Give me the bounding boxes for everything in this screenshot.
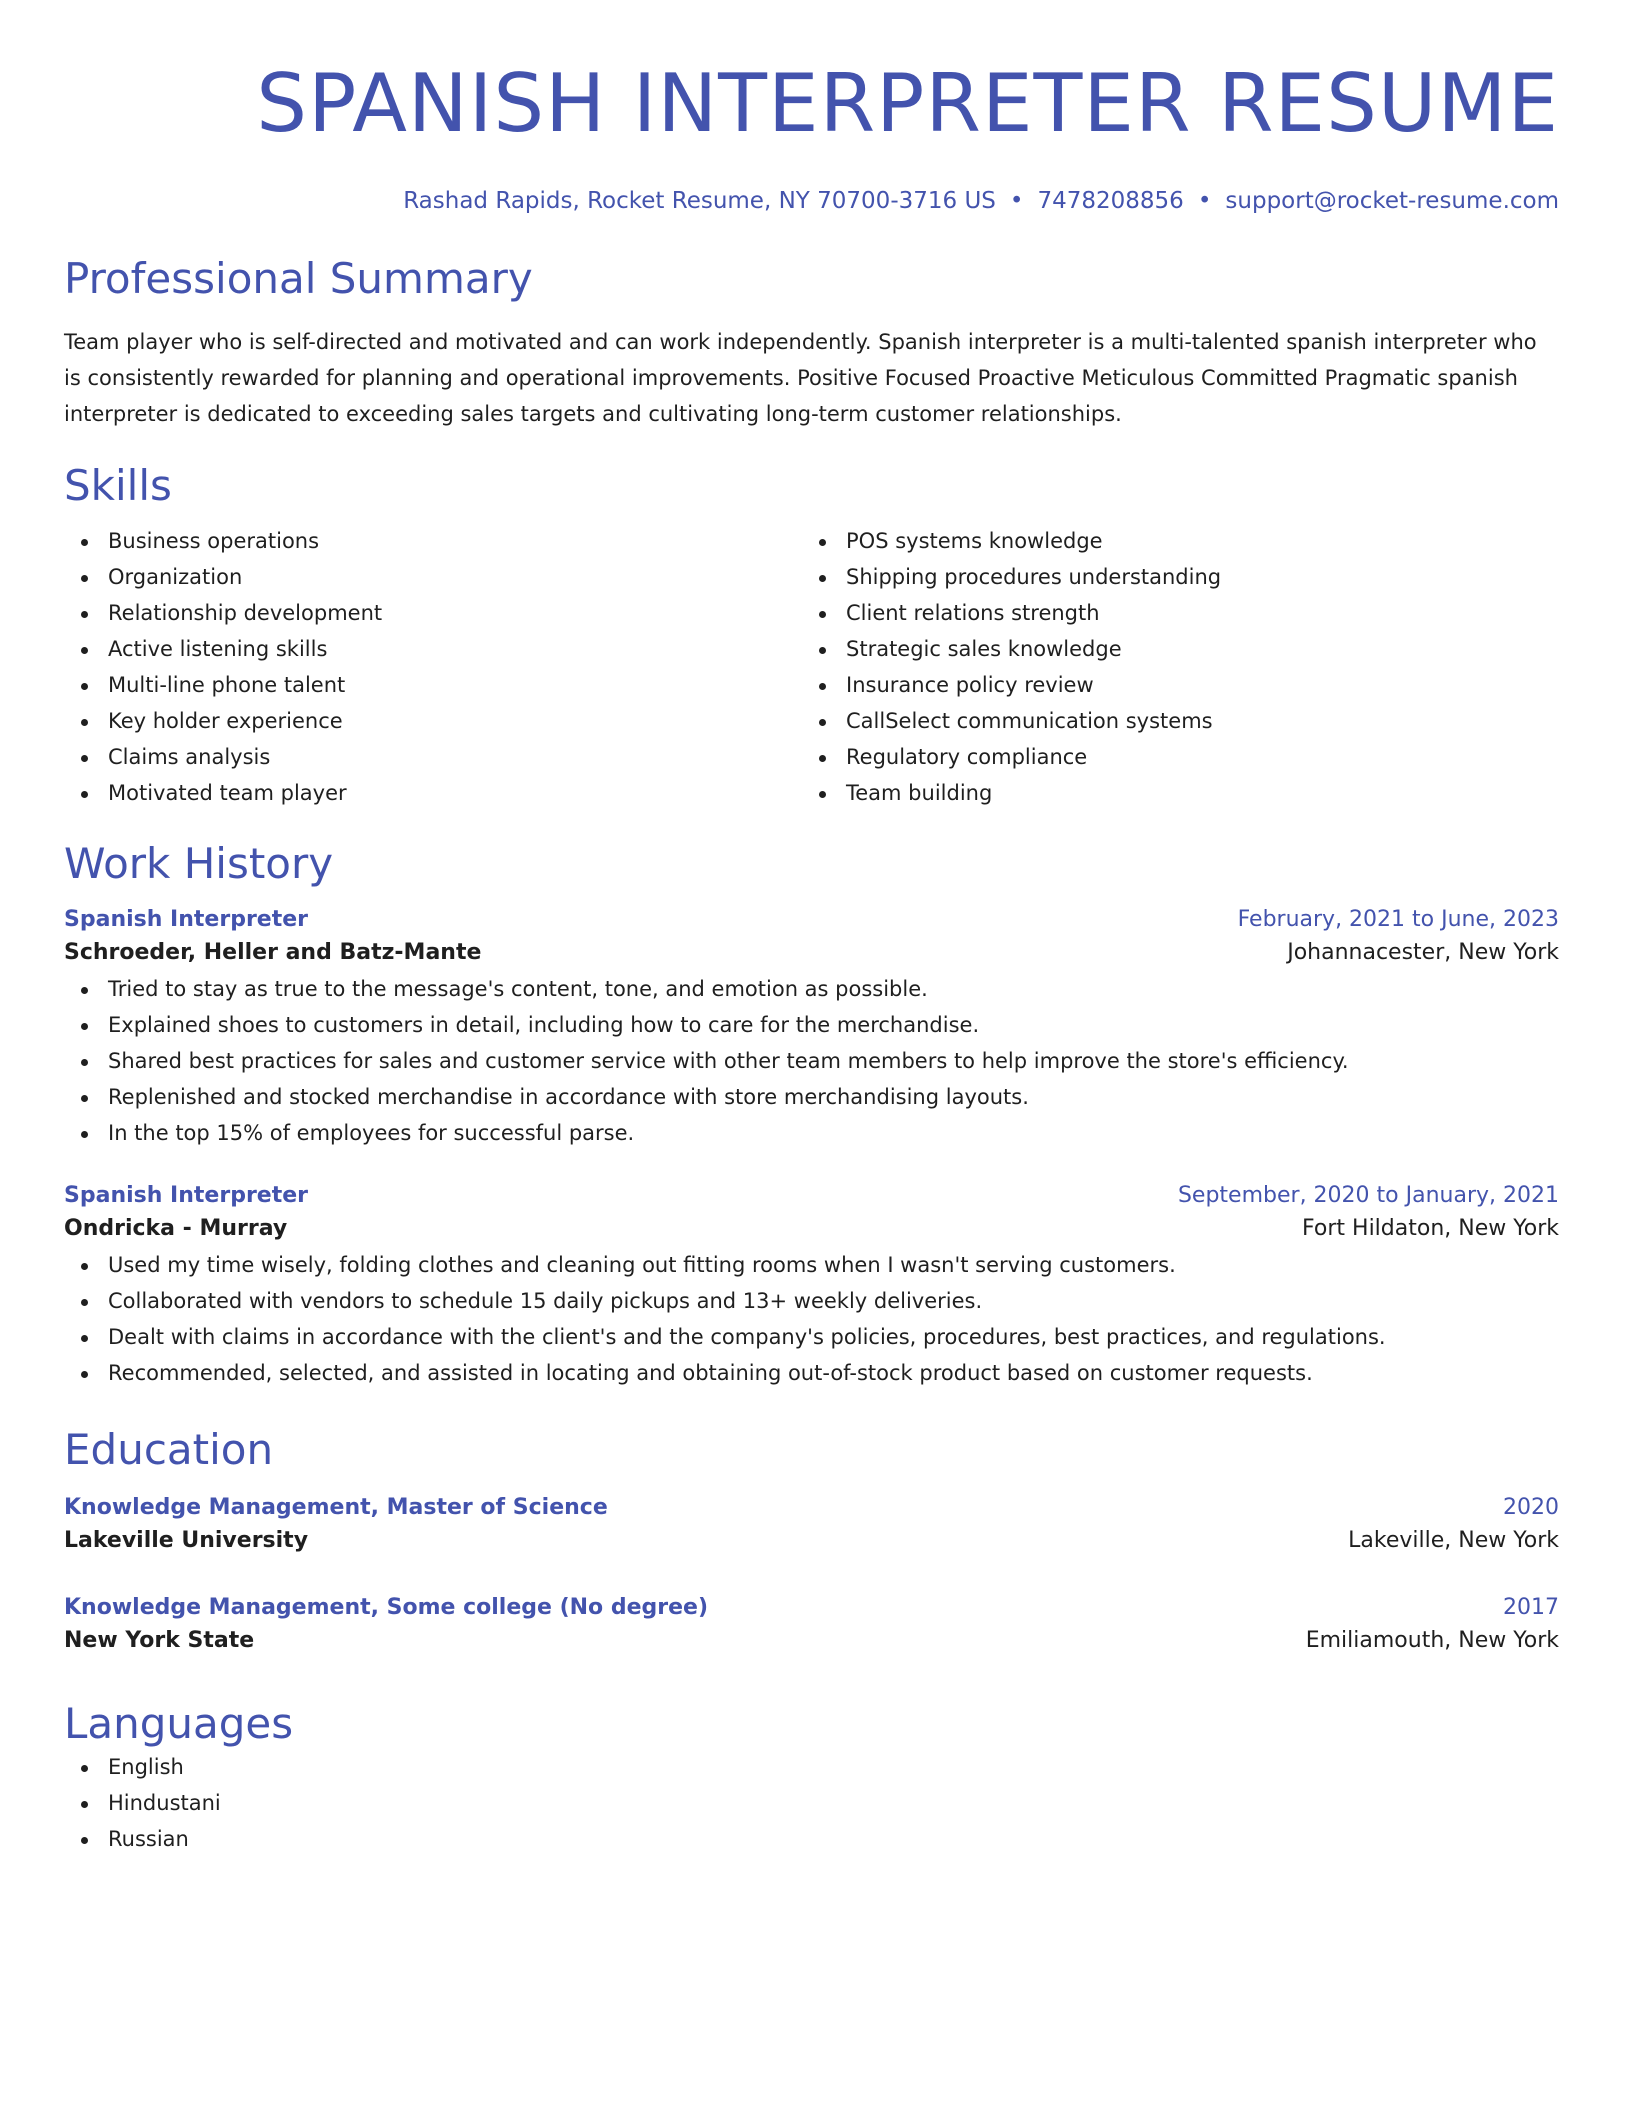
skill-item: Client relations strength	[802, 595, 1540, 631]
resume-page	[64, 0, 1559, 1857]
contact-separator: •	[1197, 188, 1212, 214]
contact-email: support@rocket-resume.com	[1225, 188, 1559, 214]
education-heading: Education	[64, 1425, 274, 1474]
job-location: Fort Hildaton, New York	[1302, 1216, 1559, 1241]
education-header-row	[64, 1493, 1559, 1523]
skills-heading: Skills	[64, 461, 172, 510]
skill-item: Key holder experience	[64, 703, 802, 739]
contact-address: Rashad Rapids, Rocket Resume, NY 70700-3716 US	[403, 188, 996, 214]
job-bullet: Explained shoes to customers in detail, including how to care for the merchandise.	[64, 1007, 1559, 1043]
education-school: New York State	[64, 1628, 255, 1653]
job-bullet: Used my time wisely, folding clothes and cleaning out fitting rooms when I wasn't serving customers.	[64, 1247, 1559, 1283]
job-title: Spanish Interpreter	[64, 907, 308, 932]
skill-item: Motivated team player	[64, 775, 802, 811]
job-bullet: Tried to stay as true to the message's content, tone, and emotion as possible.	[64, 971, 1559, 1007]
education-entry	[64, 1593, 1559, 1659]
contact-line	[64, 186, 1559, 216]
education-school-row	[64, 1523, 1559, 1559]
education-degree: Knowledge Management, Some college (No degree)	[64, 1595, 708, 1620]
job-bullet: Collaborated with vendors to schedule 15 daily pickups and 13+ weekly deliveries.	[64, 1283, 1559, 1319]
skill-item: Active listening skills	[64, 631, 802, 667]
education-header-row	[64, 1593, 1559, 1623]
job-header-row	[64, 1181, 1559, 1211]
languages-heading: Languages	[64, 1699, 294, 1748]
education-year: 2017	[1503, 1595, 1559, 1620]
skill-item: Team building	[802, 775, 1540, 811]
resume-title: SPANISH INTERPRETER RESUME	[256, 57, 1559, 150]
skills-column-right	[802, 523, 1540, 811]
skills-list-right	[802, 523, 1540, 811]
job-bullet: Recommended, selected, and assisted in locating and obtaining out-of-stock product based on customer requests.	[64, 1355, 1559, 1391]
education-school: Lakeville University	[64, 1528, 309, 1553]
education-location: Emiliamouth, New York	[1305, 1628, 1559, 1653]
job-dates: September, 2020 to January, 2021	[1177, 1183, 1559, 1208]
education-entry	[64, 1493, 1559, 1559]
job-bullet: Replenished and stocked merchandise in accordance with store merchandising layouts.	[64, 1079, 1559, 1115]
language-item: English	[64, 1749, 1559, 1785]
job-company: Schroeder, Heller and Batz-Mante	[64, 940, 482, 965]
job-bullets	[64, 971, 1559, 1151]
skill-item: CallSelect communication systems	[802, 703, 1540, 739]
job-location: Johannacester, New York	[1287, 940, 1559, 965]
skills-grid	[64, 523, 1559, 811]
job-entry	[64, 1181, 1559, 1391]
job-header-row	[64, 905, 1559, 935]
job-dates: February, 2021 to June, 2023	[1237, 907, 1559, 932]
skill-item: Business operations	[64, 523, 802, 559]
skill-item: Multi-line phone talent	[64, 667, 802, 703]
summary-text: Team player who is self-directed and motivated and can work independently. Spanish interpreter is a multi-talented spanish interpreter who is consistently rewarded for planning and operational improvements. Positive Focused Proactive Meticulous Committed Pragmatic spanish interpreter is dedicated to exceeding sales targets and cultivating long-term customer relationships.	[64, 330, 1537, 426]
education-degree: Knowledge Management, Master of Science	[64, 1495, 608, 1520]
skill-item: Insurance policy review	[802, 667, 1540, 703]
languages-list	[64, 1749, 1559, 1857]
language-item: Hindustani	[64, 1785, 1559, 1821]
summary-heading: Professional Summary	[64, 254, 533, 303]
skill-item: Relationship development	[64, 595, 802, 631]
skill-item: POS systems knowledge	[802, 523, 1540, 559]
skill-item: Regulatory compliance	[802, 739, 1540, 775]
job-bullet: Dealt with claims in accordance with the client's and the company's policies, procedures, best practices, and regulations.	[64, 1319, 1559, 1355]
education-year: 2020	[1503, 1495, 1559, 1520]
skill-item: Shipping procedures understanding	[802, 559, 1540, 595]
skills-column-left	[64, 523, 802, 811]
language-item: Russian	[64, 1821, 1559, 1857]
skill-item: Strategic sales knowledge	[802, 631, 1540, 667]
work-history-heading: Work History	[64, 839, 334, 888]
contact-separator: •	[1009, 188, 1024, 214]
job-entry	[64, 905, 1559, 1151]
contact-phone: 7478208856	[1037, 188, 1184, 214]
skills-list-left	[64, 523, 802, 811]
job-company: Ondricka - Murray	[64, 1216, 288, 1241]
education-location: Lakeville, New York	[1348, 1528, 1559, 1553]
job-bullets	[64, 1247, 1559, 1391]
skill-item: Claims analysis	[64, 739, 802, 775]
job-bullet: In the top 15% of employees for successful parse.	[64, 1115, 1559, 1151]
job-title: Spanish Interpreter	[64, 1183, 308, 1208]
job-company-row	[64, 935, 1559, 971]
job-company-row	[64, 1211, 1559, 1247]
skill-item: Organization	[64, 559, 802, 595]
job-bullet: Shared best practices for sales and customer service with other team members to help improve the store's efficiency.	[64, 1043, 1559, 1079]
education-school-row	[64, 1623, 1559, 1659]
